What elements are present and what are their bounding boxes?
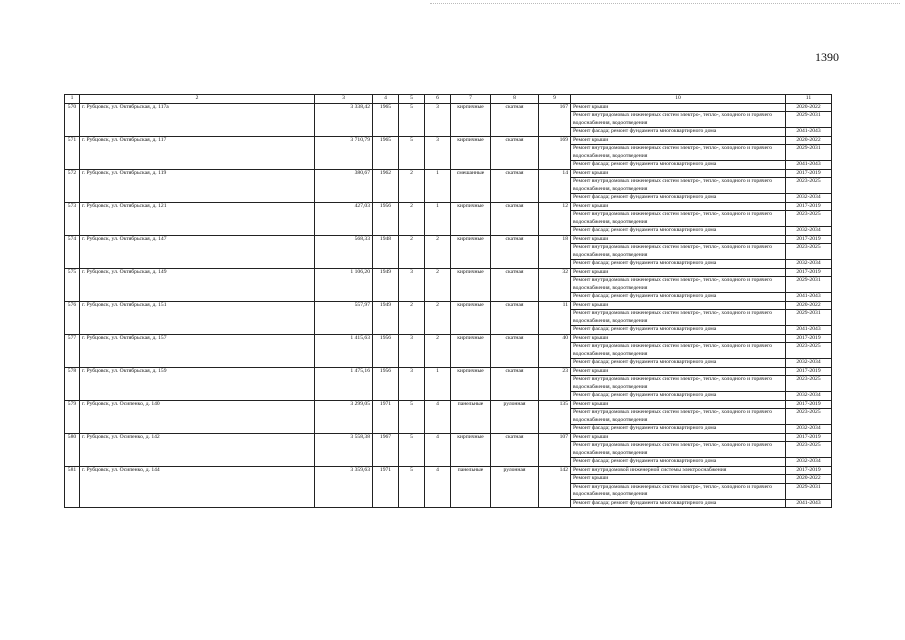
walls-material-cell: кирпичные [451,301,491,334]
repair-period-cell: 2017-2019 [786,433,832,442]
floors-cell: 5 [399,103,425,136]
repair-period-cell: 2029-2031 [786,310,832,326]
entrances-cell: 3 [425,136,451,169]
repair-work-cell: Ремонт внутридомовых инженерных систем электро-, тепло-, холодного и горячего водоснабжения, водоотведения [571,376,786,392]
year-cell: 1971 [373,466,399,508]
year-cell: 1965 [373,136,399,169]
entrances-cell: 3 [425,103,451,136]
roof-type-cell: рулонная [491,400,539,433]
walls-material-cell: панельные [451,400,491,433]
row-number-cell: 580 [65,433,80,466]
repair-period-cell: 2032-2034 [786,458,832,467]
row-number-cell: 572 [65,169,80,202]
repair-period-cell: 2023-2025 [786,442,832,458]
row-number-cell: 581 [65,466,80,508]
walls-material-cell: панельные [451,466,491,508]
address-cell: г. Рубцовск, ул. Октябрьская, д. 157 [80,334,315,367]
column-number-row [65,95,832,104]
year-cell: 1971 [373,400,399,433]
table-row [65,169,832,178]
repair-work-cell: Ремонт внутридомовых инженерных систем электро-, тепло-, холодного и горячего водоснабжения, водоотведения [571,277,786,293]
year-cell: 1965 [373,103,399,136]
repair-period-cell: 2041-2043 [786,161,832,170]
repair-work-cell: Ремонт внутридомовых инженерных систем электро-, тепло-, холодного и горячего водоснабжения, водоотведения [571,483,786,499]
table-row [65,433,832,442]
repair-period-cell: 2023-2025 [786,211,832,227]
address-cell: г. Рубцовск, ул. Октябрьская, д. 147 [80,235,315,268]
repair-period-cell: 2032-2034 [786,260,832,269]
repair-work-cell: Ремонт крыши [571,433,786,442]
row-number-cell: 579 [65,400,80,433]
walls-material-cell: кирпичные [451,433,491,466]
header-cell: 6 [425,95,451,104]
repair-period-cell: 2023-2025 [786,343,832,359]
roof-type-cell: скатная [491,169,539,202]
repair-work-cell: Ремонт крыши [571,301,786,310]
repair-work-cell: Ремонт внутридомовых инженерных систем электро-, тепло-, холодного и горячего водоснабжения, водоотведения [571,145,786,161]
year-cell: 1956 [373,334,399,367]
residents-cell: 169 [539,136,571,169]
residents-cell: 40 [539,334,571,367]
residents-cell: 12 [539,202,571,235]
repair-work-cell: Ремонт крыши [571,235,786,244]
repair-work-cell: Ремонт фасада; ремонт фундамента многоквартирного дома [571,392,786,401]
residents-cell: 167 [539,103,571,136]
residents-cell: 14 [539,169,571,202]
repair-period-cell: 2029-2031 [786,112,832,128]
header-cell: 9 [539,95,571,104]
repair-period-cell: 2041-2043 [786,293,832,302]
repair-work-cell: Ремонт внутридомовых инженерных систем электро-, тепло-, холодного и горячего водоснабжения, водоотведения [571,442,786,458]
residents-cell: 23 [539,367,571,400]
repair-work-cell: Ремонт внутридомовых инженерных систем электро-, тепло-, холодного и горячего водоснабжения, водоотведения [571,343,786,359]
repair-work-cell: Ремонт крыши [571,367,786,376]
repair-period-cell: 2041-2043 [786,326,832,335]
residents-cell: 18 [539,235,571,268]
repair-work-cell: Ремонт внутридомовых инженерных систем электро-, тепло-, холодного и горячего водоснабжения, водоотведения [571,244,786,260]
repair-work-cell: Ремонт внутридомовой инженерной системы электроснабжения [571,466,786,475]
area-cell: 568,33 [315,235,373,268]
repair-period-cell: 2023-2025 [786,244,832,260]
floors-cell: 2 [399,169,425,202]
repair-period-cell: 2032-2034 [786,227,832,236]
repair-work-cell: Ремонт внутридомовых инженерных систем электро-, тепло-, холодного и горячего водоснабжения, водоотведения [571,409,786,425]
repair-work-cell: Ремонт фасада; ремонт фундамента многоквартирного дома [571,499,786,508]
area-cell: 1 475,16 [315,367,373,400]
repair-work-cell: Ремонт крыши [571,334,786,343]
walls-material-cell: кирпичные [451,268,491,301]
row-number-cell: 570 [65,103,80,136]
repair-work-cell: Ремонт внутридомовых инженерных систем электро-, тепло-, холодного и горячего водоснабжения, водоотведения [571,211,786,227]
capital-repair-table [64,94,832,508]
repair-period-cell: 2017-2019 [786,466,832,475]
row-number-cell: 577 [65,334,80,367]
area-cell: 1 415,63 [315,334,373,367]
area-cell: 380,67 [315,169,373,202]
address-cell: г. Рубцовск, ул. Октябрьская, д. 117а [80,103,315,136]
repair-period-cell: 2041-2043 [786,128,832,137]
header-cell: 1 [65,95,80,104]
table-row [65,367,832,376]
walls-material-cell: кирпичные [451,334,491,367]
area-cell: 557,97 [315,301,373,334]
table-row [65,268,832,277]
area-cell: 427,03 [315,202,373,235]
area-cell: 3 299,05 [315,400,373,433]
floors-cell: 3 [399,367,425,400]
year-cell: 1967 [373,433,399,466]
row-number-cell: 576 [65,301,80,334]
entrances-cell: 1 [425,202,451,235]
entrances-cell: 4 [425,433,451,466]
table-row [65,301,832,310]
repair-work-cell: Ремонт фасада; ремонт фундамента многоквартирного дома [571,128,786,137]
entrances-cell: 4 [425,466,451,508]
walls-material-cell: кирпичные [451,235,491,268]
roof-type-cell: скатная [491,136,539,169]
table-row [65,136,832,145]
roof-type-cell: рулонная [491,466,539,508]
residents-cell: 135 [539,400,571,433]
roof-type-cell: скатная [491,334,539,367]
walls-material-cell: смешанные [451,169,491,202]
address-cell: г. Рубцовск, ул. Осипенко, д. 140 [80,400,315,433]
address-cell: г. Рубцовск, ул. Октябрьская, д. 117 [80,136,315,169]
page-number: 1390 [815,50,839,64]
row-number-cell: 578 [65,367,80,400]
area-cell: 3 558,38 [315,433,373,466]
repair-work-cell: Ремонт крыши [571,136,786,145]
roof-type-cell: скатная [491,301,539,334]
walls-material-cell: кирпичные [451,202,491,235]
roof-type-cell: скатная [491,202,539,235]
floors-cell: 3 [399,268,425,301]
entrances-cell: 2 [425,268,451,301]
floors-cell: 2 [399,202,425,235]
repair-period-cell: 2017-2019 [786,334,832,343]
entrances-cell: 1 [425,367,451,400]
repair-work-cell: Ремонт внутридомовых инженерных систем электро-, тепло-, холодного и горячего водоснабжения, водоотведения [571,310,786,326]
repair-period-cell: 2029-2031 [786,483,832,499]
repair-period-cell: 2020-2022 [786,301,832,310]
repair-work-cell: Ремонт фасада; ремонт фундамента многоквартирного дома [571,425,786,434]
header-cell: 3 [315,95,373,104]
row-number-cell: 574 [65,235,80,268]
year-cell: 1956 [373,367,399,400]
walls-material-cell: кирпичные [451,103,491,136]
floors-cell: 2 [399,301,425,334]
table-row [65,235,832,244]
repair-work-cell: Ремонт фасада; ремонт фундамента многоквартирного дома [571,326,786,335]
repair-work-cell: Ремонт внутридомовых инженерных систем электро-, тепло-, холодного и горячего водоснабжения, водоотведения [571,112,786,128]
scan-top-line [430,3,900,5]
repair-period-cell: 2032-2034 [786,425,832,434]
address-cell: г. Рубцовск, ул. Октябрьская, д. 121 [80,202,315,235]
floors-cell: 3 [399,334,425,367]
row-number-cell: 575 [65,268,80,301]
year-cell: 1956 [373,202,399,235]
repair-work-cell: Ремонт фасада; ремонт фундамента многоквартирного дома [571,458,786,467]
repair-work-cell: Ремонт фасада; ремонт фундамента многоквартирного дома [571,293,786,302]
repair-period-cell: 2020-2022 [786,136,832,145]
repair-period-cell: 2020-2022 [786,103,832,112]
repair-period-cell: 2017-2019 [786,400,832,409]
repair-period-cell: 2017-2019 [786,367,832,376]
repair-work-cell: Ремонт крыши [571,169,786,178]
entrances-cell: 2 [425,235,451,268]
repair-work-cell: Ремонт крыши [571,475,786,484]
table-row [65,400,832,409]
row-number-cell: 571 [65,136,80,169]
repair-work-cell: Ремонт фасада; ремонт фундамента многоквартирного дома [571,194,786,203]
floors-cell: 5 [399,400,425,433]
residents-cell: 32 [539,268,571,301]
repair-work-cell: Ремонт фасада; ремонт фундамента многоквартирного дома [571,227,786,236]
entrances-cell: 1 [425,169,451,202]
header-cell: 11 [786,95,832,104]
repair-period-cell: 2017-2019 [786,202,832,211]
address-cell: г. Рубцовск, ул. Октябрьская, д. 151 [80,301,315,334]
repair-work-cell: Ремонт фасада; ремонт фундамента многоквартирного дома [571,161,786,170]
floors-cell: 2 [399,235,425,268]
repair-work-cell: Ремонт крыши [571,400,786,409]
repair-period-cell: 2032-2034 [786,194,832,203]
area-cell: 3 338,42 [315,103,373,136]
header-cell: 5 [399,95,425,104]
table-row [65,466,832,475]
roof-type-cell: скатная [491,235,539,268]
repair-period-cell: 2032-2034 [786,359,832,368]
address-cell: г. Рубцовск, ул. Октябрьская, д. 159 [80,367,315,400]
year-cell: 1949 [373,268,399,301]
repair-work-cell: Ремонт крыши [571,202,786,211]
floors-cell: 5 [399,136,425,169]
repair-period-cell: 2017-2019 [786,268,832,277]
area-cell: 3 710,79 [315,136,373,169]
header-cell: 4 [373,95,399,104]
area-cell: 3 359,63 [315,466,373,508]
repair-period-cell: 2023-2025 [786,376,832,392]
residents-cell: 11 [539,301,571,334]
row-number-cell: 573 [65,202,80,235]
address-cell: г. Рубцовск, ул. Осипенко, д. 142 [80,433,315,466]
table-row [65,334,832,343]
repair-period-cell: 2020-2022 [786,475,832,484]
walls-material-cell: кирпичные [451,136,491,169]
entrances-cell: 4 [425,400,451,433]
entrances-cell: 2 [425,334,451,367]
header-cell: 2 [80,95,315,104]
floors-cell: 5 [399,433,425,466]
header-cell: 8 [491,95,539,104]
repair-period-cell: 2029-2031 [786,277,832,293]
repair-work-cell: Ремонт фасада; ремонт фундамента многоквартирного дома [571,359,786,368]
walls-material-cell: кирпичные [451,367,491,400]
repair-period-cell: 2017-2019 [786,169,832,178]
address-cell: г. Рубцовск, ул. Осипенко, д. 144 [80,466,315,508]
repair-work-cell: Ремонт фасада; ремонт фундамента многоквартирного дома [571,260,786,269]
year-cell: 1949 [373,301,399,334]
repair-period-cell: 2017-2019 [786,235,832,244]
roof-type-cell: скатная [491,103,539,136]
table-row [65,202,832,211]
residents-cell: 142 [539,466,571,508]
header-cell: 10 [571,95,786,104]
table-row [65,103,832,112]
roof-type-cell: скатная [491,367,539,400]
residents-cell: 107 [539,433,571,466]
roof-type-cell: скатная [491,268,539,301]
year-cell: 1962 [373,169,399,202]
repair-period-cell: 2023-2025 [786,409,832,425]
address-cell: г. Рубцовск, ул. Октябрьская, д. 149 [80,268,315,301]
roof-type-cell: скатная [491,433,539,466]
repair-work-cell: Ремонт крыши [571,103,786,112]
repair-period-cell: 2029-2031 [786,145,832,161]
repair-period-cell: 2032-2034 [786,392,832,401]
year-cell: 1948 [373,235,399,268]
floors-cell: 5 [399,466,425,508]
repair-work-cell: Ремонт внутридомовых инженерных систем электро-, тепло-, холодного и горячего водоснабжения, водоотведения [571,178,786,194]
repair-work-cell: Ремонт крыши [571,268,786,277]
area-cell: 1 106,20 [315,268,373,301]
entrances-cell: 2 [425,301,451,334]
repair-period-cell: 2023-2025 [786,178,832,194]
repair-period-cell: 2041-2043 [786,499,832,508]
header-cell: 7 [451,95,491,104]
address-cell: г. Рубцовск, ул. Октябрьская, д. 119 [80,169,315,202]
